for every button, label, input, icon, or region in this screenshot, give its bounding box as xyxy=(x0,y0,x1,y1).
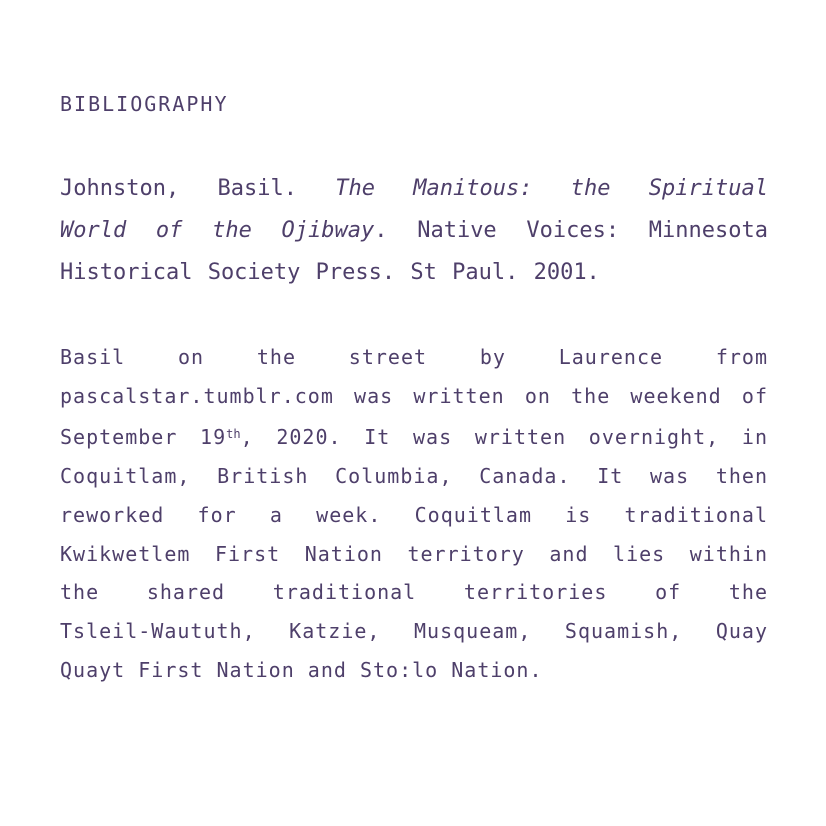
note-date-part: September 19 xyxy=(60,425,227,450)
note-date-ordinal: th xyxy=(226,427,241,442)
authorship-note xyxy=(60,338,768,689)
note-date-rest: , 2020. It was written overnight, in xyxy=(240,425,768,450)
note-line-4: Coquitlam, British Columbia, Canada. It was then xyxy=(60,464,768,489)
citation-line-2 xyxy=(60,210,768,252)
citation-line-1 xyxy=(60,168,768,210)
note-line-8: Tsleil-Waututh, Katzie, Musqueam, Squamish, Quay xyxy=(60,618,768,643)
note-line-2: pascalstar.tumblr.com was written on the weekend of xyxy=(60,383,768,408)
page-heading: BIBLIOGRAPHY xyxy=(60,92,229,116)
note-line-6: Kwikwetlem First Nation territory and lies within xyxy=(60,541,768,566)
citation-line-3: Historical Society Press. St Paul. 2001. xyxy=(60,260,600,285)
citation-publisher: . Native Voices: Minnesota xyxy=(374,218,768,243)
note-line-7: the shared traditional territories of the xyxy=(60,580,768,605)
note-line-5: reworked for a week. Coquitlam is traditional xyxy=(60,502,768,527)
note-line-3 xyxy=(60,415,768,457)
citation-author: Johnston, Basil. xyxy=(60,176,297,201)
citation-title-part-1: The Manitous: the Spiritual xyxy=(335,176,769,201)
bibliography-citation xyxy=(60,168,768,294)
note-line-1: Basil on the street by Laurence from xyxy=(60,345,768,369)
citation-title-part-2: World of the Ojibway xyxy=(60,218,375,243)
note-line-9: Quayt First Nation and Sto:lo Nation. xyxy=(60,657,543,682)
